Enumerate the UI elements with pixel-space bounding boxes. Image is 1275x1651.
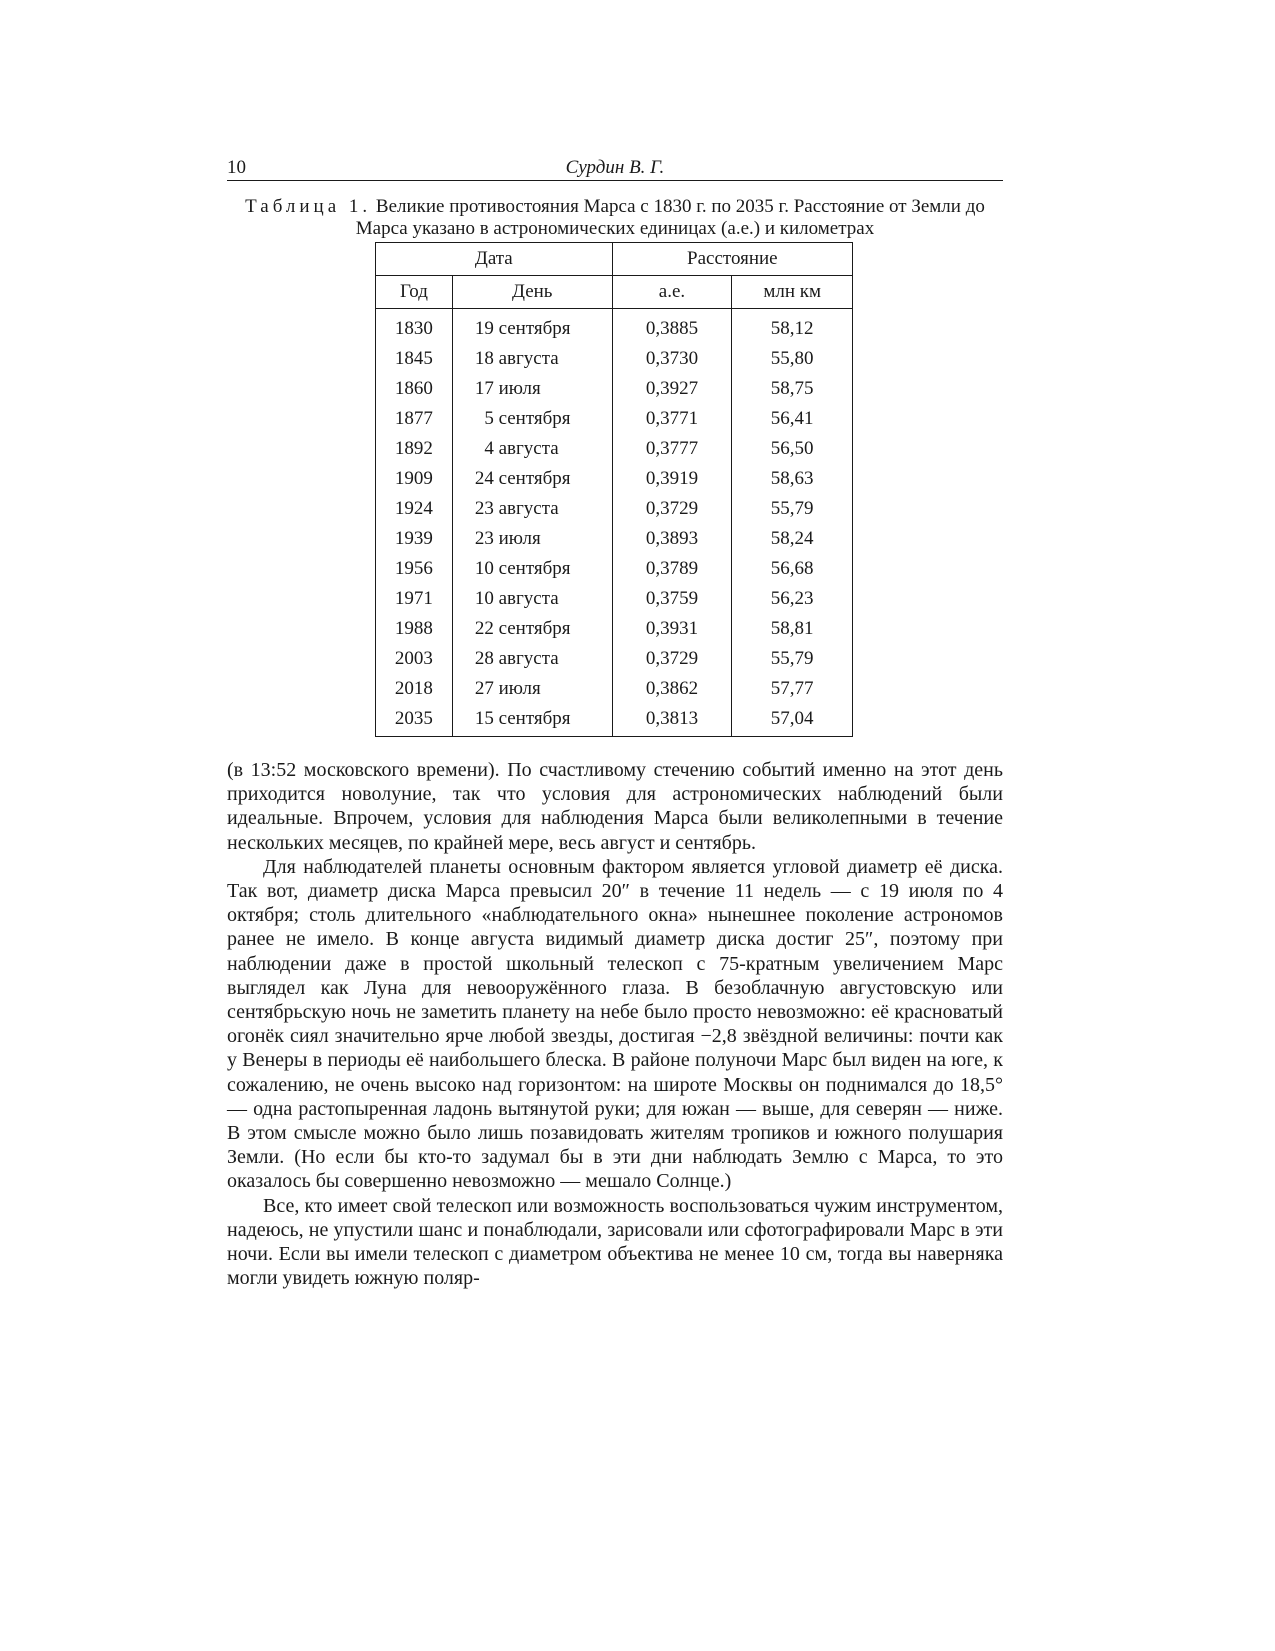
table-row — [376, 644, 853, 674]
table-row — [376, 344, 853, 374]
day-cell: 24 сентября — [452, 464, 612, 494]
year-cell: 1924 — [376, 494, 453, 524]
year-cell: 1892 — [376, 434, 453, 464]
km-cell: 56,68 — [732, 554, 853, 584]
body-text — [227, 758, 1003, 1290]
year-cell: 1845 — [376, 344, 453, 374]
year-cell: 1830 — [376, 309, 453, 345]
km-cell: 56,41 — [732, 404, 853, 434]
km-cell: 56,23 — [732, 584, 853, 614]
year-cell: 1877 — [376, 404, 453, 434]
table-body — [376, 309, 853, 737]
day-cell: 22 сентября — [452, 614, 612, 644]
running-head-author: Сурдин В. Г. — [565, 157, 665, 178]
table-row — [376, 614, 853, 644]
year-cell: 1956 — [376, 554, 453, 584]
day-cell: 23 июля — [452, 524, 612, 554]
header-year: Год — [376, 276, 453, 309]
table-row — [376, 674, 853, 704]
au-cell: 0,3759 — [612, 584, 732, 614]
header-distance: Расстояние — [612, 243, 852, 276]
day-cell: 18 августа — [452, 344, 612, 374]
year-cell: 2003 — [376, 644, 453, 674]
au-cell: 0,3919 — [612, 464, 732, 494]
day-cell: 5 сентября — [452, 404, 612, 434]
table-caption-text: Великие противостояния Марса с 1830 г. по 2035 г. Расстояние от Земли до Марса указано в астрономических единицах (а.е.) и километрах — [355, 196, 985, 239]
table-row — [376, 464, 853, 494]
au-cell: 0,3893 — [612, 524, 732, 554]
km-cell: 55,79 — [732, 494, 853, 524]
table-row — [376, 584, 853, 614]
au-cell: 0,3813 — [612, 704, 732, 737]
km-cell: 56,50 — [732, 434, 853, 464]
header-date: Дата — [376, 243, 613, 276]
au-cell: 0,3771 — [612, 404, 732, 434]
km-cell: 55,80 — [732, 344, 853, 374]
km-cell: 57,04 — [732, 704, 853, 737]
year-cell: 1939 — [376, 524, 453, 554]
table-row — [376, 434, 853, 464]
header-au: а.е. — [612, 276, 732, 309]
mars-oppositions-table — [375, 242, 853, 737]
year-cell: 1971 — [376, 584, 453, 614]
au-cell: 0,3729 — [612, 644, 732, 674]
au-cell: 0,3730 — [612, 344, 732, 374]
year-cell: 2018 — [376, 674, 453, 704]
table-row — [376, 404, 853, 434]
au-cell: 0,3789 — [612, 554, 732, 584]
year-cell: 1860 — [376, 374, 453, 404]
table-row — [376, 494, 853, 524]
table-group-header-row — [376, 243, 853, 276]
running-head — [227, 156, 1003, 181]
paragraph: Для наблюдателей планеты основным фактором является угловой диаметр её диска. Так вот, диаметр диска Марса превысил 20″ в течение 11 недель — с 19 июля по 4 октября; столь длительного «наблюдательного окна» нынешнее поколение астрономов ранее не имело. В конце августа видимый диаметр диска достиг 25″, поэтому при наблюдении даже в простой школьный телескоп с 75-кратным увеличением Марс выглядел как Луна для невооружённого глаза. В безоблачную августовскую или сентябрьскую ночь не заметить планету на небе было просто невозможно: её красноватый огонёк сиял значительно ярче любой звезды, достигая −2,8 звёздной величины: почти как у Венеры в периоды её наибольшего блеска. В районе полуночи Марс был виден на юге, к сожалению, не очень высоко над горизонтом: на широте Москвы он поднимался до 18,5° — одна растопыренная ладонь вытянутой руки; для южан — выше, для северян — ниже. В этом смысле можно было лишь позавидовать жителям тропиков и южного полушария Земли. (Но если бы кто-то задумал бы в эти дни наблюдать Землю с Марса, то это оказалось бы совершенно невозможно — мешало Солнце.) — [227, 855, 1003, 1193]
au-cell: 0,3927 — [612, 374, 732, 404]
table-row — [376, 704, 853, 737]
year-cell: 1909 — [376, 464, 453, 494]
table-row — [376, 554, 853, 584]
km-cell: 58,12 — [732, 309, 853, 345]
page-number: 10 — [227, 157, 246, 178]
day-cell: 17 июля — [452, 374, 612, 404]
day-cell: 27 июля — [452, 674, 612, 704]
day-cell: 28 августа — [452, 644, 612, 674]
km-cell: 58,63 — [732, 464, 853, 494]
table-column-header-row — [376, 276, 853, 309]
header-day: День — [452, 276, 612, 309]
au-cell: 0,3885 — [612, 309, 732, 345]
table-caption — [227, 196, 1003, 240]
table-row — [376, 374, 853, 404]
header-km: млн км — [732, 276, 853, 309]
km-cell: 58,24 — [732, 524, 853, 554]
km-cell: 57,77 — [732, 674, 853, 704]
table-caption-label: Таблица 1. — [245, 196, 372, 217]
au-cell: 0,3729 — [612, 494, 732, 524]
mars-oppositions-table-wrapper — [375, 242, 853, 737]
au-cell: 0,3931 — [612, 614, 732, 644]
year-cell: 2035 — [376, 704, 453, 737]
day-cell: 10 августа — [452, 584, 612, 614]
table-row — [376, 524, 853, 554]
km-cell: 58,75 — [732, 374, 853, 404]
table-row — [376, 309, 853, 345]
day-cell: 23 августа — [452, 494, 612, 524]
day-cell: 10 сентября — [452, 554, 612, 584]
km-cell: 55,79 — [732, 644, 853, 674]
au-cell: 0,3777 — [612, 434, 732, 464]
paragraph: (в 13:52 московского времени). По счастливому стечению событий именно на этот день приходится новолуние, так что условия для астрономических наблюдений были идеальные. Впрочем, условия для наблюдения Марса были великолепными в течение нескольких месяцев, по крайней мере, весь август и сентябрь. — [227, 759, 1003, 854]
km-cell: 58,81 — [732, 614, 853, 644]
day-cell: 4 августа — [452, 434, 612, 464]
day-cell: 19 сентября — [452, 309, 612, 345]
paragraph: Все, кто имеет свой телескоп или возможность воспользоваться чужим инструментом, надеюсь, не упустили шанс и понаблюдали, зарисовали или сфотографировали Марс в эти ночи. Если вы имели телескоп с диаметром объектива не менее 10 см, тогда вы наверняка могли увидеть южную поляр- — [227, 1194, 1003, 1290]
year-cell: 1988 — [376, 614, 453, 644]
day-cell: 15 сентября — [452, 704, 612, 737]
au-cell: 0,3862 — [612, 674, 732, 704]
